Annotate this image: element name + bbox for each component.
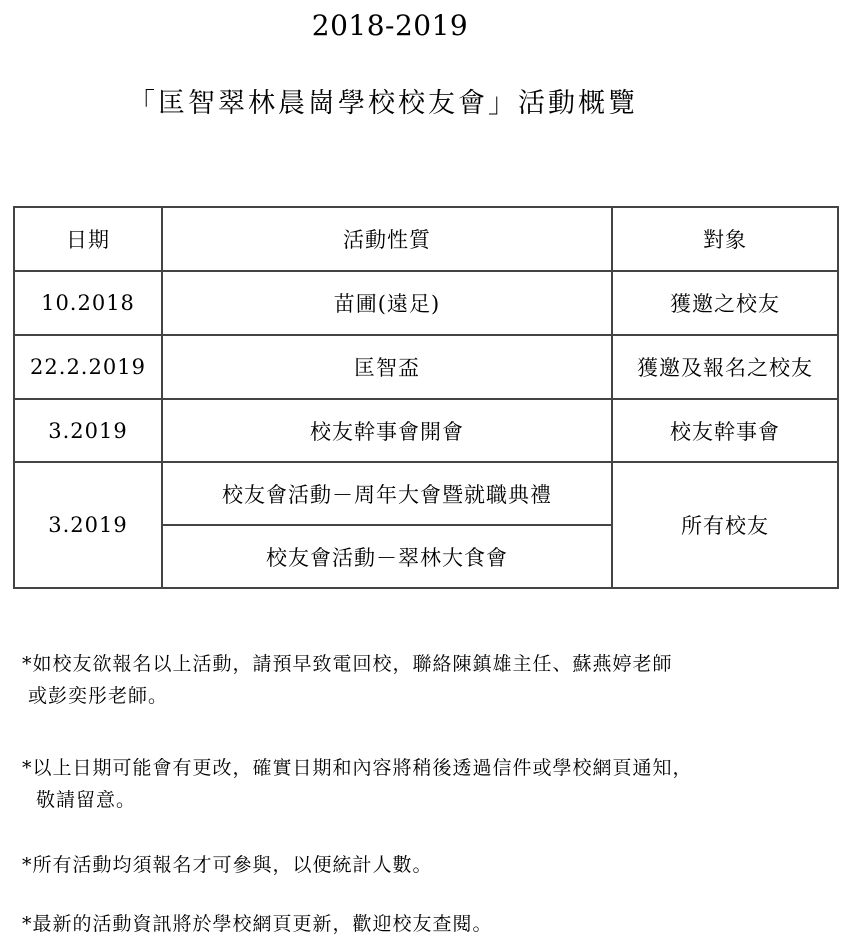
note-date-change-line1: *以上日期可能會有更改，確實日期和內容將稍後透過信件或學校網頁通知，: [22, 757, 693, 779]
table-row: [14, 271, 838, 335]
row-activity: 匡智盃: [162, 335, 612, 399]
activity-schedule-table: [13, 206, 839, 589]
merged-row-date: 3.2019: [14, 462, 162, 588]
row-target: 校友幹事會: [612, 399, 838, 462]
merged-row-activity-2: 校友會活動－翠林大食會: [162, 525, 612, 588]
note-registration: *所有活動均須報名才可參與，以便統計人數。: [22, 854, 433, 876]
table-row: [14, 399, 838, 462]
row-date: 3.2019: [14, 399, 162, 462]
note-date-change-line2: 敬請留意。: [36, 789, 137, 811]
row-activity: 苗圃(遠足): [162, 271, 612, 335]
merged-row-target: 所有校友: [612, 462, 838, 588]
note-contact-line2: 或彭奕彤老師。: [28, 685, 169, 707]
table-row: [14, 462, 838, 525]
row-target: 獲邀及報名之校友: [612, 335, 838, 399]
row-date: 10.2018: [14, 271, 162, 335]
note-website: *最新的活動資訊將於學校網頁更新，歡迎校友查閱。: [22, 913, 493, 935]
header-activity: 活動性質: [162, 207, 612, 271]
year-title: 2018-2019: [311, 9, 469, 42]
header-target: 對象: [612, 207, 838, 271]
header-date: 日期: [14, 207, 162, 271]
row-date: 22.2.2019: [14, 335, 162, 399]
page-title: 「匡智翠林晨崗學校校友會」活動概覽: [128, 88, 638, 119]
row-target: 獲邀之校友: [612, 271, 838, 335]
table-header-row: [14, 207, 838, 271]
notes-section: [22, 648, 693, 940]
table-row: [14, 335, 838, 399]
merged-row-activity-1: 校友會活動－周年大會暨就職典禮: [162, 462, 612, 525]
note-contact-line1: *如校友欲報名以上活動，請預早致電回校，聯絡陳鎮雄主任、蘇燕婷老師: [22, 653, 673, 675]
row-activity: 校友幹事會開會: [162, 399, 612, 462]
